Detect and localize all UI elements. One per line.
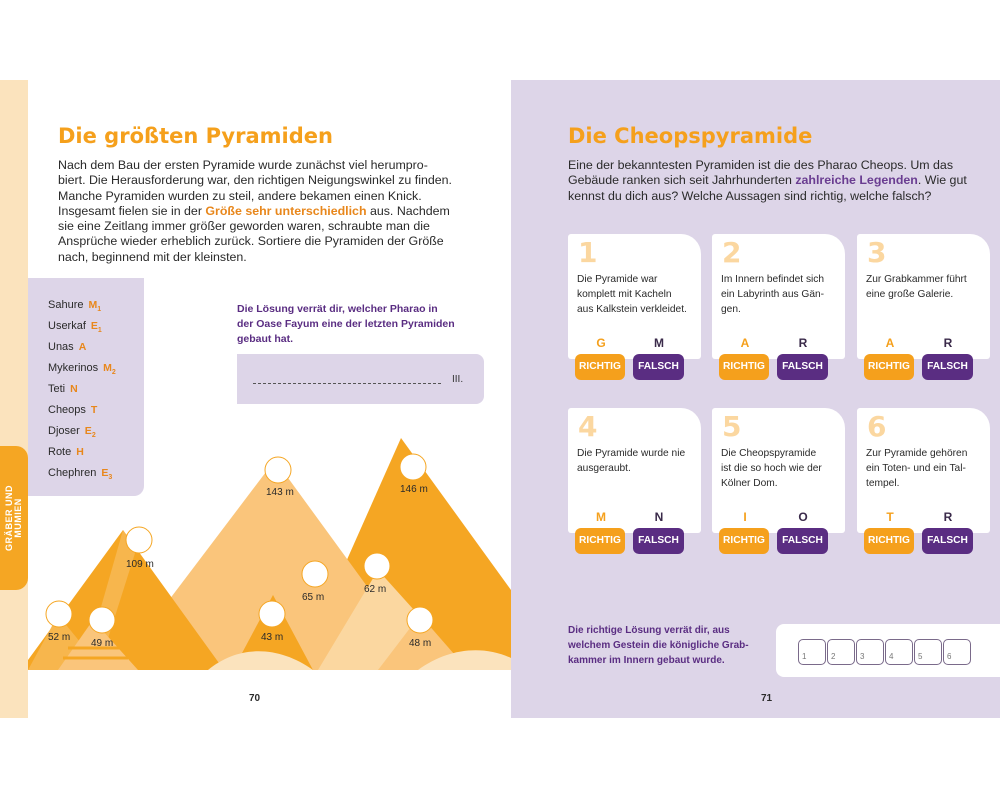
chapter-tab-label: GRÄBER UND MUMIEN xyxy=(4,484,23,552)
list-item: Teti N xyxy=(48,383,78,395)
height-label: 62 m xyxy=(364,584,387,595)
answer-blanks[interactable] xyxy=(253,376,441,384)
page-number: 70 xyxy=(249,693,261,704)
falsch-button[interactable]: FALSCH xyxy=(922,528,973,554)
richtig-button[interactable]: RICHTIG xyxy=(575,528,625,554)
solution-slot[interactable]: 5 xyxy=(914,639,942,665)
list-item: Mykerinos $M_2$ xyxy=(48,362,116,377)
answer-circle[interactable] xyxy=(364,553,390,579)
falsch-letter: R xyxy=(943,336,953,350)
solution-slot[interactable]: 3 xyxy=(856,639,884,665)
falsch-letter: N xyxy=(654,510,664,524)
card-number: 1 xyxy=(578,236,598,269)
answer-circle[interactable] xyxy=(400,454,426,480)
height-label: 49 m xyxy=(91,638,114,649)
ground xyxy=(28,670,511,680)
list-item: Sahure $M_1$ xyxy=(48,299,102,314)
list-item: Cheops T xyxy=(48,404,98,416)
richtig-button[interactable]: RICHTIG xyxy=(719,354,769,380)
card-number: 2 xyxy=(722,236,742,269)
solution-hint: Die richtige Lösung verrät dir, aus welchem Gestein die königliche Grab- kammer im Innern gebaut wurde. xyxy=(568,625,749,666)
card-statement: Die Cheopspyramide ist die so hoch wie der Kölner Dom. xyxy=(721,448,822,489)
falsch-letter: R xyxy=(798,336,808,350)
richtig-button[interactable]: RICHTIG xyxy=(575,354,625,380)
answer-circle[interactable] xyxy=(302,561,328,587)
answer-circle[interactable] xyxy=(259,601,285,627)
falsch-button[interactable]: FALSCH xyxy=(633,354,684,380)
falsch-button[interactable]: FALSCH xyxy=(922,354,973,380)
page-title: Die größten Pyramiden xyxy=(58,124,333,148)
card-statement: Die Pyramide wurde nie ausgeraubt. xyxy=(577,448,686,474)
answer-circle[interactable] xyxy=(89,607,115,633)
richtig-letter: A xyxy=(885,336,895,350)
height-label: 48 m xyxy=(409,638,432,649)
falsch-button[interactable]: FALSCH xyxy=(777,528,828,554)
list-item: Rote H xyxy=(48,446,84,458)
solution-slot[interactable]: 6 xyxy=(943,639,971,665)
card-statement: Im Innern befindet sich ein Labyrinth aus Gän- gen. xyxy=(721,274,825,315)
richtig-letter: A xyxy=(740,336,750,350)
answer-circle[interactable] xyxy=(126,527,152,553)
richtig-letter: G xyxy=(596,336,606,350)
highlight-text: Größe sehr unterschiedlich xyxy=(205,203,367,218)
solution-slot[interactable]: 4 xyxy=(885,639,913,665)
page-number: 71 xyxy=(761,693,773,704)
quiz-card-2 xyxy=(712,234,845,372)
intro-text: Eine der bekanntesten Pyramiden ist die des Pharao Cheops. Um das Gebäude ranken sich seit Jahrhunderten zahlreiche Legenden. Wie gut kennst du dich aus? Welche Aussagen sind richtig, welche falsch? xyxy=(568,158,967,203)
answer-circle[interactable] xyxy=(407,607,433,633)
page-edge-strip xyxy=(0,80,28,718)
list-item: Userkaf $E_1$ xyxy=(48,320,102,335)
card-statement: Die Pyramide war komplett mit Kacheln aus Kalkstein verkleidet. xyxy=(577,274,687,315)
solution-slot[interactable]: 1 xyxy=(798,639,826,665)
page-title: Die Cheopspyramide xyxy=(568,124,813,148)
list-item: Unas A xyxy=(48,341,87,353)
richtig-letter: I xyxy=(743,510,747,524)
height-label: 143 m xyxy=(266,487,294,498)
height-label: 65 m xyxy=(302,592,325,603)
quiz-card-1 xyxy=(568,234,701,372)
list-item: Chephren $E_3$ xyxy=(48,467,113,482)
falsch-letter: R xyxy=(943,510,953,524)
answer-circle[interactable] xyxy=(46,601,72,627)
book-spread xyxy=(0,80,1000,718)
answer-circle[interactable] xyxy=(265,457,291,483)
richtig-button[interactable]: RICHTIG xyxy=(864,354,914,380)
richtig-button[interactable]: RICHTIG xyxy=(864,528,914,554)
richtig-letter: T xyxy=(886,510,894,524)
quiz-card-3 xyxy=(857,234,990,372)
quiz-card-6 xyxy=(857,408,990,546)
intro-text: Nach dem Bau der ersten Pyramide wurde zunächst viel herumpro- biert. Die Herausforderung war, den richtigen Neigungswinkel zu finden. Manche Pyramiden wurden zu steil, andere bekamen einen Knick. Insgesamt fielen sie in der Größe sehr unterschiedlich aus. Nachdem sie eine Zeitlang immer größer geworden waren, schraubte man die Ansprüche wieder erheblich zurück. Sortiere die Pyramiden der Größe nach, beginnend mit der kleinsten. xyxy=(58,158,452,264)
card-number: 5 xyxy=(722,410,742,443)
list-item: Djoser $E_2$ xyxy=(48,425,96,440)
falsch-letter: O xyxy=(798,510,808,524)
card-statement: Zur Grabkammer führt eine große Galerie. xyxy=(866,274,967,300)
height-label: 52 m xyxy=(48,632,71,643)
height-label: 43 m xyxy=(261,632,284,643)
solution-slot[interactable]: 2 xyxy=(827,639,855,665)
answer-field[interactable] xyxy=(237,354,484,404)
height-label: 109 m xyxy=(126,559,154,570)
falsch-letter: M xyxy=(654,336,664,350)
answer-suffix: III. xyxy=(452,374,464,385)
falsch-button[interactable]: FALSCH xyxy=(777,354,828,380)
highlight-text: zahlreiche Legenden xyxy=(795,173,918,188)
richtig-letter: M xyxy=(596,510,606,524)
quiz-card-5 xyxy=(712,408,845,546)
quiz-card-4 xyxy=(568,408,701,546)
card-number: 6 xyxy=(867,410,887,443)
left-page xyxy=(0,80,511,718)
falsch-button[interactable]: FALSCH xyxy=(633,528,684,554)
richtig-button[interactable]: RICHTIG xyxy=(719,528,769,554)
card-number: 4 xyxy=(578,410,598,443)
solution-hint: Die Lösung verrät dir, welcher Pharao in der Oase Fayum eine der letzten Pyramiden gebaut hat. xyxy=(237,303,455,345)
solution-field xyxy=(776,624,1000,677)
height-label: 146 m xyxy=(400,484,428,495)
right-page xyxy=(511,80,1000,718)
card-number: 3 xyxy=(867,236,887,269)
card-statement: Zur Pyramide gehören ein Toten- und ein Tal- tempel. xyxy=(866,448,968,489)
